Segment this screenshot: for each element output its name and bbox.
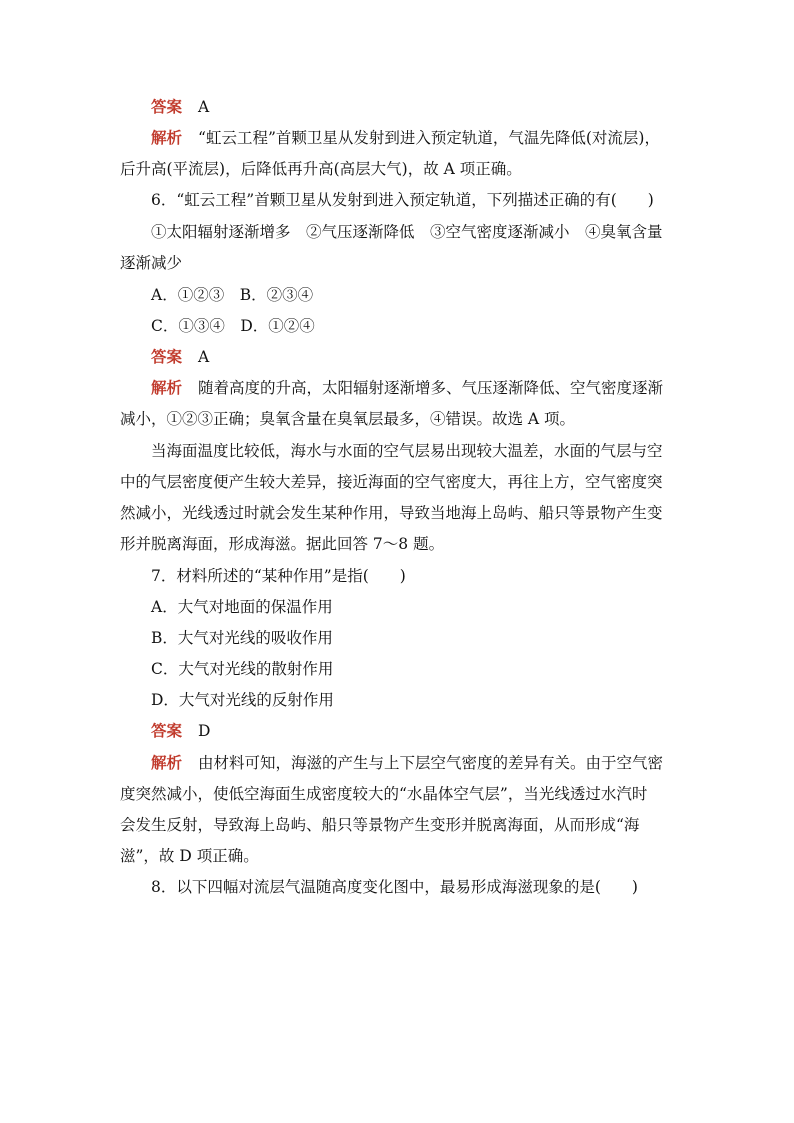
analysis-label: 解析 [151,379,183,397]
analysis-label: 解析 [151,754,183,772]
question-6-options: A．①②③ B．②③④ [151,286,314,304]
answer-value: A [198,98,210,116]
analysis-line [151,128,660,148]
question-7-stem: 7．材料所述的“某种作用”是指( ) [151,567,406,585]
material-text: 形并脱离海面，形成海滋。据此回答 7～8 题。 [120,535,445,553]
question-6-items-cont: 逐渐减少 [120,254,183,272]
question-7-option-d: D．大气对光线的反射作用 [151,691,334,709]
answer-value: A [198,348,210,366]
answer-label: 答案 [151,722,183,740]
analysis-text: 由材料可知，海滋的产生与上下层空气密度的差异有关。由于空气密 [198,754,664,772]
question-7-option-c: C．大气对光线的散射作用 [151,660,334,678]
analysis-text: 随着高度的升高，太阳辐射逐渐增多、气压逐渐降低、空气密度逐渐 [198,379,664,397]
material-text: 当海面温度比较低，海水与水面的空气层易出现较大温差，水面的气层与空 [151,442,663,460]
analysis-text: 后升高(平流层)，后降低再升高(高层大气)，故 A 项正确。 [120,160,522,178]
answer-label: 答案 [151,98,183,116]
analysis-text: 会发生反射，导致海上岛屿、船只等景物产生变形并脱离海面，从而形成“海 [120,816,640,834]
analysis-line [151,753,663,773]
question-7-option-a: A．大气对地面的保温作用 [151,598,333,616]
answer-value: D [198,722,211,740]
question-7-option-b: B．大气对光线的吸收作用 [151,629,333,647]
answer-line [151,721,210,741]
analysis-text: “虹云工程”首颗卫星从发射到进入预定轨道，气温先降低(对流层)， [198,129,660,147]
question-6-stem: 6．“虹云工程”首颗卫星从发射到进入预定轨道，下列描述正确的有( ) [151,191,654,209]
answer-label: 答案 [151,348,183,366]
answer-line [151,347,209,367]
question-6-items: ①太阳辐射逐渐增多 ②气压逐渐降低 ③空气密度逐渐减小 ④臭氧含量 [151,223,663,241]
analysis-text: 滋”，故 D 项正确。 [120,847,259,865]
analysis-text: 减小，①②③正确；臭氧含量在臭氧层最多，④错误。故选 A 项。 [120,410,576,428]
material-text: 中的气层密度便产生较大差异，接近海面的空气密度大，再往上方，空气密度突 [120,473,663,491]
question-8-stem: 8．以下四幅对流层气温随高度变化图中，最易形成海滋现象的是( ) [151,878,638,896]
analysis-line [151,378,663,398]
analysis-text: 度突然减小，使低空海面生成密度较大的“水晶体空气层”，当光线透过水汽时 [120,785,648,803]
material-text: 然减小，光线透过时就会发生某种作用，导致当地海上岛屿、船只等景物产生变 [120,504,663,522]
analysis-label: 解析 [151,129,183,147]
answer-line [151,97,209,117]
question-6-options: C．①③④ D．①②④ [151,317,315,335]
